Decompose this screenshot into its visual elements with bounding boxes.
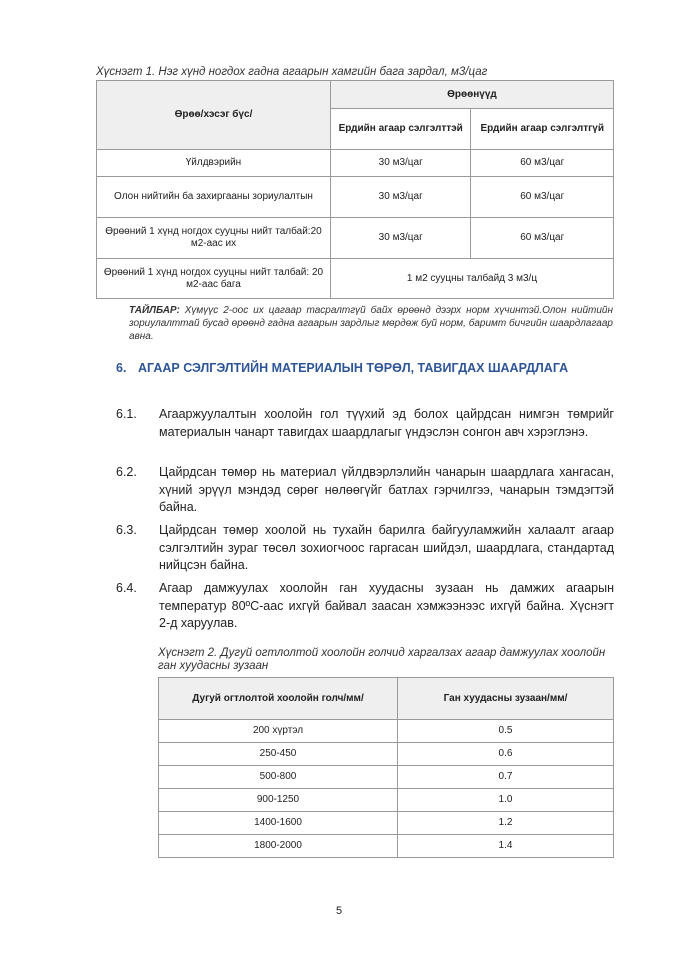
table2-cell-thickness: 1.4: [398, 835, 614, 858]
table2-cell-thickness: 0.6: [398, 743, 614, 766]
table1-cell-name: Өрөөний 1 хүнд ногдох сууцны нийт талбай: 20 м2-аас бага: [97, 259, 331, 299]
page-number: 5: [335, 905, 343, 917]
table1-cell-merged: 1 м2 сууцны талбайд 3 м3/ц: [330, 259, 613, 299]
table1-cell-v1: 30 м3/цаг: [330, 150, 471, 177]
table-row: [97, 259, 614, 299]
table2-caption: Хүснэгт 2. Дугуй огтлолтой хоолойн голчид харгалзах агаар дамжуулах хоолойн ган хуудасны зузаан: [158, 647, 606, 672]
item-number: 6.4.: [116, 581, 137, 595]
table2-cell-diameter: 900-1250: [159, 789, 398, 812]
table1-header-room: Өрөө/хэсэг бүс/: [97, 81, 331, 150]
table2-cell-thickness: 1.2: [398, 812, 614, 835]
table1-header-sub1: Ердийн агаар сэлгэлттэй: [330, 109, 471, 150]
table-row: [159, 766, 614, 789]
item-number: 6.2.: [116, 465, 137, 479]
item-text: Агаар дамжуулах хоолойн ган хуудасны зузаан нь дамжих агаарын температур 80ºC-аас ихгүй байвал заасан хэмжээнээс ихгүй байна. Хүснэгт 2-д харуулав.: [159, 581, 614, 630]
table-row: [159, 743, 614, 766]
table1-header-sub2: Ердийн агаар сэлгэлтгүй: [471, 109, 614, 150]
item-text: Цайрдсан төмөр нь материал үйлдвэрлэлийн чанарын шаардлага хангасан, хүний эрүүл мэндэд сөрөг нөлөөгүйг батлах гэрчилгээ, чанарын тэмдэгтэй байна.: [159, 465, 614, 514]
table-row: [97, 150, 614, 177]
table-row: [159, 720, 614, 743]
table2-cell-diameter: 500-800: [159, 766, 398, 789]
table1-cell-v1: 30 м3/цаг: [330, 218, 471, 259]
table1-cell-name: Олон нийтийн ба захиргааны зориулалтын: [97, 177, 331, 218]
table1-cell-name: Өрөөний 1 хүнд ногдох сууцны нийт талбай:20 м2-аас их: [97, 218, 331, 259]
ventilation-rate-table: [96, 80, 614, 299]
table1-cell-v2: 60 м3/цаг: [471, 150, 614, 177]
table2-header-diameter: Дугуй огтлолтой хоолойн голч/мм/: [159, 678, 398, 720]
item-number: 6.1.: [116, 407, 137, 421]
table-row: [97, 177, 614, 218]
table-row: [159, 789, 614, 812]
section-number: 6.: [116, 361, 127, 375]
table-row: [159, 835, 614, 858]
table2-cell-thickness: 1.0: [398, 789, 614, 812]
table1-note: [129, 304, 613, 343]
table1-cell-v1: 30 м3/цаг: [330, 177, 471, 218]
section-title: АГААР СЭЛГЭЛТИЙН МАТЕРИАЛЫН ТӨРӨЛ, ТАВИГДАХ ШААРДЛАГА: [138, 361, 569, 375]
table1-cell-v2: 60 м3/цаг: [471, 177, 614, 218]
table1-cell-name: Үйлдвэрийн: [97, 150, 331, 177]
table-row: [159, 812, 614, 835]
note-text: Хүмүүс 2-оос их цагаар тасралтгүй байх өрөөнд дээрх норм хүчинтэй.Олон нийтийн зориулалттай бусад өрөөнд гадна агаарын зардлыг мөрдөж буй норм, баримт бичгийн шаардлагаар авна.: [129, 305, 613, 342]
sheet-thickness-table: [158, 677, 614, 858]
table1-header-group: Өрөөнүүд: [330, 81, 613, 109]
table1-cell-v2: 60 м3/цаг: [471, 218, 614, 259]
table1-caption: Хүснэгт 1. Нэг хүнд ногдох гадна агаарын хамгийн бага зардал, м3/цаг: [96, 66, 488, 78]
item-number: 6.3.: [116, 523, 137, 537]
table2-cell-diameter: 1800-2000: [159, 835, 398, 858]
item-text: Агааржуулалтын хоолойн гол түүхий эд болох цайрдсан нимгэн төмрийг материалын чанарт тавигдах шаардлагыг үндэслэн сонгон авч хэрэглэнэ.: [159, 407, 614, 439]
table2-cell-diameter: 250-450: [159, 743, 398, 766]
table2-cell-thickness: 0.7: [398, 766, 614, 789]
table2-cell-diameter: 200 хүртэл: [159, 720, 398, 743]
table2-header-thickness: Ган хуудасны зузаан/мм/: [398, 678, 614, 720]
item-text: Цайрдсан төмөр хоолой нь тухайн барилга байгууламжийн халаалт агаар сэлгэлтийн зураг төсөл зохиогчоос гаргасан шийдэл, шаардлага, стандартад нийцсэн байна.: [159, 523, 614, 572]
table2-cell-diameter: 1400-1600: [159, 812, 398, 835]
table2-cell-thickness: 0.5: [398, 720, 614, 743]
note-label: ТАЙЛБАР:: [129, 305, 180, 316]
table-row: [97, 218, 614, 259]
